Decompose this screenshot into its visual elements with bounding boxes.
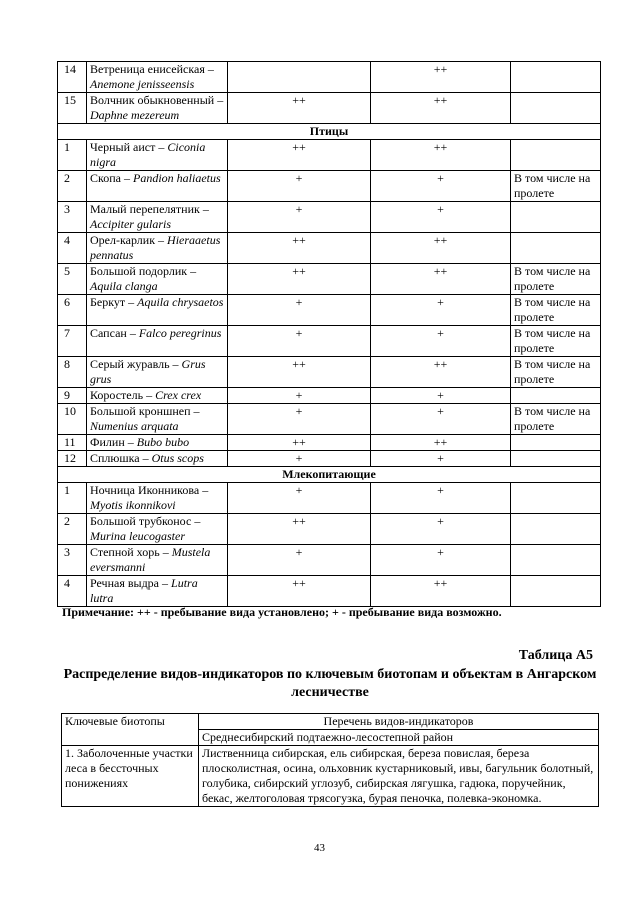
remark-cell xyxy=(511,140,601,171)
table-row xyxy=(58,233,601,264)
species-name-cell xyxy=(87,326,228,357)
species-name: Коростель xyxy=(90,388,144,402)
row-number: 2 xyxy=(58,171,87,202)
latin-name: Anemone jenisseensis xyxy=(90,77,195,91)
name-separator: – xyxy=(159,576,172,590)
table-row xyxy=(58,404,601,435)
species-table xyxy=(57,61,601,607)
species-name-cell xyxy=(87,171,228,202)
presence-col1: ++ xyxy=(228,357,371,388)
table-row xyxy=(58,93,601,124)
presence-col2: + xyxy=(371,514,511,545)
latin-name: Accipiter gularis xyxy=(90,217,171,231)
name-separator: – xyxy=(190,404,200,418)
presence-col2: ++ xyxy=(371,357,511,388)
row-number: 6 xyxy=(58,295,87,326)
remark-cell: В том числе на пролете xyxy=(511,404,601,435)
presence-col1: + xyxy=(228,202,371,233)
table-row xyxy=(58,62,601,93)
presence-col1: + xyxy=(228,171,371,202)
remark-cell xyxy=(511,93,601,124)
remark-cell xyxy=(511,435,601,451)
biotope-cell: 1. Заболоченные участки леса в бессточных понижениях xyxy=(62,746,199,807)
name-separator: – xyxy=(199,202,209,216)
table-row xyxy=(58,514,601,545)
presence-col2: + xyxy=(371,388,511,404)
biotope-table xyxy=(61,713,599,807)
remark-cell: В том числе на пролете xyxy=(511,264,601,295)
species-name-cell xyxy=(87,93,228,124)
presence-col1: ++ xyxy=(228,233,371,264)
remark-cell xyxy=(511,545,601,576)
name-separator: – xyxy=(126,326,139,340)
presence-col2: ++ xyxy=(371,140,511,171)
species-name-cell xyxy=(87,357,228,388)
species-name: Скопа xyxy=(90,171,121,185)
presence-col2: ++ xyxy=(371,435,511,451)
remark-cell: В том числе на пролете xyxy=(511,357,601,388)
name-separator: – xyxy=(143,388,156,402)
presence-col2: ++ xyxy=(371,576,511,607)
presence-col1: + xyxy=(228,295,371,326)
species-name-cell xyxy=(87,202,228,233)
species-name-cell xyxy=(87,404,228,435)
presence-col1: + xyxy=(228,404,371,435)
presence-col2: ++ xyxy=(371,62,511,93)
species-name: Филин xyxy=(90,435,125,449)
presence-col1: + xyxy=(228,451,371,467)
row-number: 3 xyxy=(58,202,87,233)
presence-col1: ++ xyxy=(228,264,371,295)
species-name: Волчник обыкновенный xyxy=(90,93,215,107)
table-row xyxy=(58,576,601,607)
species-name: Орел-карлик xyxy=(90,233,156,247)
latin-name: Pandion haliaetus xyxy=(132,171,221,185)
latin-name: Myotis ikonnikovi xyxy=(90,498,176,512)
name-separator: – xyxy=(169,357,182,371)
species-name-cell xyxy=(87,451,228,467)
presence-col1: ++ xyxy=(228,514,371,545)
species-name-cell xyxy=(87,483,228,514)
row-number: 10 xyxy=(58,404,87,435)
latin-name: Otus scops xyxy=(151,451,204,465)
table-row xyxy=(58,451,601,467)
remark-cell xyxy=(511,202,601,233)
latin-name: Mustela eversmanni xyxy=(90,545,211,574)
presence-col1: + xyxy=(228,326,371,357)
name-separator: – xyxy=(124,435,137,449)
table-row xyxy=(58,545,601,576)
latin-name: Ciconia nigra xyxy=(90,140,206,169)
species-name-cell xyxy=(87,62,228,93)
species-name: Серый журавль xyxy=(90,357,170,371)
name-separator: – xyxy=(159,545,172,559)
table-caption: Таблица А5 xyxy=(518,648,593,663)
header-biotopes: Ключевые биотопы xyxy=(62,714,199,746)
table-row xyxy=(58,140,601,171)
name-separator: – xyxy=(214,93,224,107)
name-separator: – xyxy=(155,140,168,154)
section-row xyxy=(58,467,601,483)
row-number: 3 xyxy=(58,545,87,576)
presence-col1: ++ xyxy=(228,576,371,607)
section-heading: Птицы xyxy=(58,124,601,140)
header-indicator-species: Перечень видов-индикаторов xyxy=(199,714,599,730)
row-number: 2 xyxy=(58,514,87,545)
row-number: 11 xyxy=(58,435,87,451)
section-heading: Млекопитающие xyxy=(58,467,601,483)
section-row xyxy=(58,124,601,140)
latin-name: Numenius arquata xyxy=(90,419,179,433)
species-name-cell xyxy=(87,435,228,451)
species-table-body xyxy=(58,62,601,607)
species-name-cell xyxy=(87,140,228,171)
name-separator: – xyxy=(125,295,138,309)
latin-name: Lutra lutra xyxy=(90,576,198,605)
remark-cell xyxy=(511,514,601,545)
table-note: Примечание: ++ - пребывание вида установлено; + - пребывание вида возможно. xyxy=(62,605,502,619)
latin-name: Aquila clanga xyxy=(90,279,158,293)
species-name-cell xyxy=(87,264,228,295)
presence-col2: ++ xyxy=(371,93,511,124)
row-number: 1 xyxy=(58,140,87,171)
species-name-cell xyxy=(87,576,228,607)
species-name: Речная выдра xyxy=(90,576,160,590)
name-separator: – xyxy=(187,264,197,278)
subheader-region: Среднесибирский подтаежно-лесостепной район xyxy=(199,730,599,746)
remark-cell: В том числе на пролете xyxy=(511,326,601,357)
species-name: Большой кроншнеп xyxy=(90,404,191,418)
species-name: Беркут xyxy=(90,295,126,309)
table-row xyxy=(58,264,601,295)
presence-col2: + xyxy=(371,326,511,357)
presence-col2: + xyxy=(371,202,511,233)
presence-col2: + xyxy=(371,295,511,326)
name-separator: – xyxy=(191,514,201,528)
table-row xyxy=(58,357,601,388)
table-row xyxy=(58,326,601,357)
row-number: 4 xyxy=(58,576,87,607)
species-name: Сплюшка xyxy=(90,451,140,465)
remark-cell: В том числе на пролете xyxy=(511,295,601,326)
presence-col1: ++ xyxy=(228,435,371,451)
remark-cell xyxy=(511,62,601,93)
remark-cell xyxy=(511,233,601,264)
row-number: 7 xyxy=(58,326,87,357)
presence-col1: ++ xyxy=(228,140,371,171)
species-name-cell xyxy=(87,514,228,545)
table-title: Распределение видов-индикаторов по ключевым биотопам и объектам в Ангарском лесничестве xyxy=(63,667,597,700)
presence-col2: + xyxy=(371,404,511,435)
latin-name: Aquila chrysaetos xyxy=(137,295,224,309)
presence-col2: + xyxy=(371,171,511,202)
presence-col1 xyxy=(228,62,371,93)
page-number: 43 xyxy=(314,842,325,854)
latin-name: Hieraaetus pennatus xyxy=(90,233,221,262)
row-number: 12 xyxy=(58,451,87,467)
species-name: Малый перепелятник xyxy=(90,202,200,216)
species-name: Ночница Иконникова xyxy=(90,483,200,497)
row-number: 14 xyxy=(58,62,87,93)
latin-name: Murina leucogaster xyxy=(90,529,185,543)
species-name: Большой трубконос xyxy=(90,514,192,528)
presence-col1: + xyxy=(228,545,371,576)
presence-col1: + xyxy=(228,483,371,514)
remark-cell xyxy=(511,483,601,514)
species-name: Ветреница енисейская xyxy=(90,62,205,76)
latin-name: Bubo bubo xyxy=(136,435,190,449)
table-header-row xyxy=(62,714,599,730)
remark-cell: В том числе на пролете xyxy=(511,171,601,202)
presence-col2: ++ xyxy=(371,264,511,295)
presence-col2: + xyxy=(371,545,511,576)
species-name: Степной хорь xyxy=(90,545,160,559)
species-name: Сапсан xyxy=(90,326,127,340)
name-separator: – xyxy=(120,171,133,185)
latin-name: Grus grus xyxy=(90,357,206,386)
presence-col2: + xyxy=(371,483,511,514)
table-row xyxy=(58,295,601,326)
row-number: 8 xyxy=(58,357,87,388)
species-name-cell xyxy=(87,388,228,404)
row-number: 4 xyxy=(58,233,87,264)
species-name: Большой подорлик xyxy=(90,264,188,278)
species-name-cell xyxy=(87,295,228,326)
name-separator: – xyxy=(155,233,168,247)
latin-name: Falco peregrinus xyxy=(138,326,222,340)
presence-col1: ++ xyxy=(228,93,371,124)
latin-name: Daphne mezereum xyxy=(90,108,180,122)
row-number: 15 xyxy=(58,93,87,124)
row-number: 9 xyxy=(58,388,87,404)
name-separator: – xyxy=(204,62,214,76)
row-number: 1 xyxy=(58,483,87,514)
name-separator: – xyxy=(139,451,152,465)
presence-col2: + xyxy=(371,451,511,467)
table-row xyxy=(58,202,601,233)
remark-cell xyxy=(511,576,601,607)
table-row xyxy=(58,483,601,514)
remark-cell xyxy=(511,451,601,467)
presence-col2: ++ xyxy=(371,233,511,264)
table-row xyxy=(62,746,599,807)
species-name-cell xyxy=(87,233,228,264)
presence-col1: + xyxy=(228,388,371,404)
name-separator: – xyxy=(199,483,209,497)
table-row xyxy=(58,171,601,202)
table-row xyxy=(58,435,601,451)
latin-name: Crex crex xyxy=(155,388,202,402)
row-number: 5 xyxy=(58,264,87,295)
species-list-cell: Лиственница сибирская, ель сибирская, береза повислая, береза плосколистная, осина, ольховник кустарниковый, ивы, багульник болотный, голубика, сибирский углозуб, сибирская лягушка, гадюка, поручейник, бекас, желтоголовая трясогузка, бурая пеночка, полевка-экономка. xyxy=(199,746,599,807)
table-row xyxy=(58,388,601,404)
species-name: Черный аист xyxy=(90,140,156,154)
species-name-cell xyxy=(87,545,228,576)
remark-cell xyxy=(511,388,601,404)
